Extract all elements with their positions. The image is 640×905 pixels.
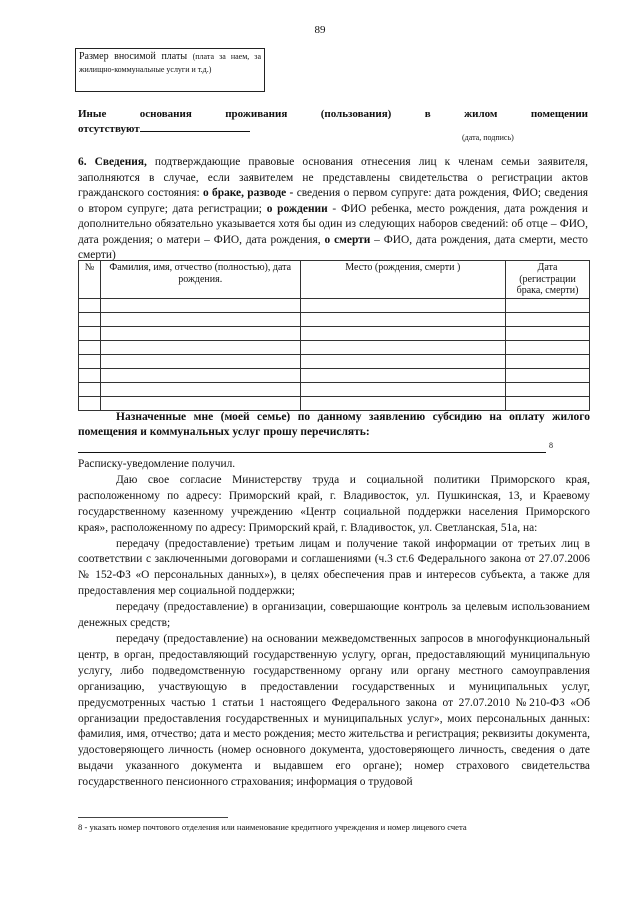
table-cell[interactable] [79,312,101,326]
payment-note: (плата за наем, за жилищно-коммунальные услуги и т.д.) [79,52,262,74]
table-header-row [79,261,590,299]
other-word: проживания [225,108,288,120]
table-cell[interactable] [300,326,506,340]
table-cell[interactable] [300,354,506,368]
table-cell[interactable] [506,298,590,312]
table-cell[interactable] [506,354,590,368]
col-place-header: Место (рождения, смерти ) [300,261,506,299]
table-cell[interactable] [100,312,300,326]
section-6-paragraph [78,155,588,264]
table-cell[interactable] [79,396,101,410]
subsidy-transfer-request: Назначенные мне (моей семье) по данному заявлению субсидию на оплату жилого помещения и коммунальных услуг прошу перечислять: [78,411,590,438]
table-row [79,396,590,410]
other-word: в [424,108,431,120]
table-cell[interactable] [79,368,101,382]
transfer-details-line[interactable] [78,452,546,453]
table-cell[interactable] [100,368,300,382]
table-row [79,298,590,312]
marriage-label: о браке, разводе - [202,187,294,199]
table-cell[interactable] [300,298,506,312]
table-row [79,326,590,340]
col-name-header: Фамилия, имя, отчество (полностью), дата рождения. [100,261,300,299]
table-body [79,298,590,410]
section-6-heading: 6. Сведения, [78,156,147,168]
table-cell[interactable] [79,298,101,312]
table-cell[interactable] [100,340,300,354]
footnote-text: 8 - указать номер почтового отделения или наименование кредитного учреждения и номер лицевого счета [78,822,467,832]
table-cell[interactable] [100,298,300,312]
table-cell[interactable] [300,368,506,382]
table-row [79,382,590,396]
table-cell[interactable] [300,396,506,410]
table-cell[interactable] [506,396,590,410]
date-signature-caption: (дата, подпись) [462,133,514,142]
other-grounds-line [78,108,588,120]
footnote-reference: 8 [549,441,553,450]
table-cell[interactable] [506,340,590,354]
table-cell[interactable] [506,368,590,382]
section-6-text: сведения о первом супруге: дата рождения, ФИО; сведения о втором супруге; дата регистрации; [78,187,588,215]
family-members-table [78,260,590,411]
table-row [79,354,590,368]
table-row [79,340,590,354]
table-cell[interactable] [100,354,300,368]
table-cell[interactable] [79,382,101,396]
consent-paragraph: передачу (предоставление) на основании межведомственных запросов в многофункциональный центр, в орган, предоставляющий государственную услугу, орган, предоставляющий муниципальную услугу, либо подведомственную государственному органу или органу местного самоуправления организацию, участвующую в предоставлении государственных и муниципальных услуг, предусмотренных частью 1 статьи 1 настоящего Федерального закона от 27.07.2010 №210-ФЗ «Об организации предоставления государственных и муниципальных услуг», моих персональных данных: фамилия, имя, отчество; дата и место рождения; место жительства и регистрация; реквизиты документа, удостоверяющего личность (номер основного документа, удостоверяющего личность, сведения о дате выдачи указанного документа и выдавшем его органе); номер страхового свидетельства государственного пенсионного страхования; информация о трудовой [78,632,590,789]
table-cell[interactable] [79,340,101,354]
other-word: (пользования) [320,108,392,120]
page-number: 89 [314,24,326,36]
other-word: Иные [78,108,107,120]
table-cell[interactable] [300,340,506,354]
death-label: о смерти [324,233,371,246]
payment-amount-label [79,51,261,76]
payment-label: Размер вносимой платы [79,51,188,62]
section-6-text: подтверждающие правовые основания отнесения лиц к членам семьи заявителя, заполняются в случае, если заявителем не представлены свидетельства о регистрации актов гражданского состояния: [78,156,588,199]
consent-paragraph: передачу (предоставление) в организации, совершающие контроль за целевым использованием денежных средств; [78,601,590,630]
signature-line [140,121,250,132]
table-cell[interactable] [506,312,590,326]
table-cell[interactable] [506,382,590,396]
table-cell[interactable] [100,382,300,396]
consent-paragraph: Даю свое согласие Министерству труда и социальной политики Приморского края, расположенному по адресу: Приморский край, г. Владивосток, ул. Пушкинская, 13, и Краевому государственному казенному учреждению «Центр социальной поддержки населения Приморского края», расположенному по адресу: Приморский край, г. Владивосток, ул. Светланская, 51а, на: [78,473,590,534]
consent-paragraph: передачу (предоставление) третьим лицам и получение такой информации от третьих лиц в соответствии с заключенными договорами и соглашениями (ч.3 ст.6 Федерального закона от 27.07.2006 № 152-ФЗ «О персональных данных»), в целях обеспечения прав и интересов субъекта, а также для предоставления мер социальной поддержки; [78,537,590,598]
table-cell[interactable] [79,354,101,368]
col-date-header: Дата (регистрации брака, смерти) [506,261,590,299]
other-grounds-tail [78,121,250,135]
birth-label: о рождении [266,202,328,215]
section-6-text: - ФИО ребенка, место рождения, дата рождения и дополнительно обязательно указывается хотя бы один из следующих наборов сведений: об отце – ФИО, дата рождения; о матери – ФИО, дата рождения, [78,202,588,246]
table-cell[interactable] [79,326,101,340]
table-cell[interactable] [300,312,506,326]
other-grounds-absent: отсутствуют [78,123,140,135]
table-cell[interactable] [300,382,506,396]
other-word: основания [139,108,192,120]
other-word: помещении [530,108,588,120]
other-word: жилом [464,108,498,120]
table-cell[interactable] [100,326,300,340]
col-number-header: № [79,261,101,299]
table-cell[interactable] [506,326,590,340]
footnote-divider [78,817,228,818]
consent-text [78,457,590,791]
consent-paragraph: Расписку-уведомление получил. [78,458,236,470]
table-cell[interactable] [100,396,300,410]
section-6-text: – ФИО, дата рождения, дата смерти, место смерти) [78,233,588,261]
payment-amount-box [75,48,265,92]
table-row [79,368,590,382]
table-row [79,312,590,326]
